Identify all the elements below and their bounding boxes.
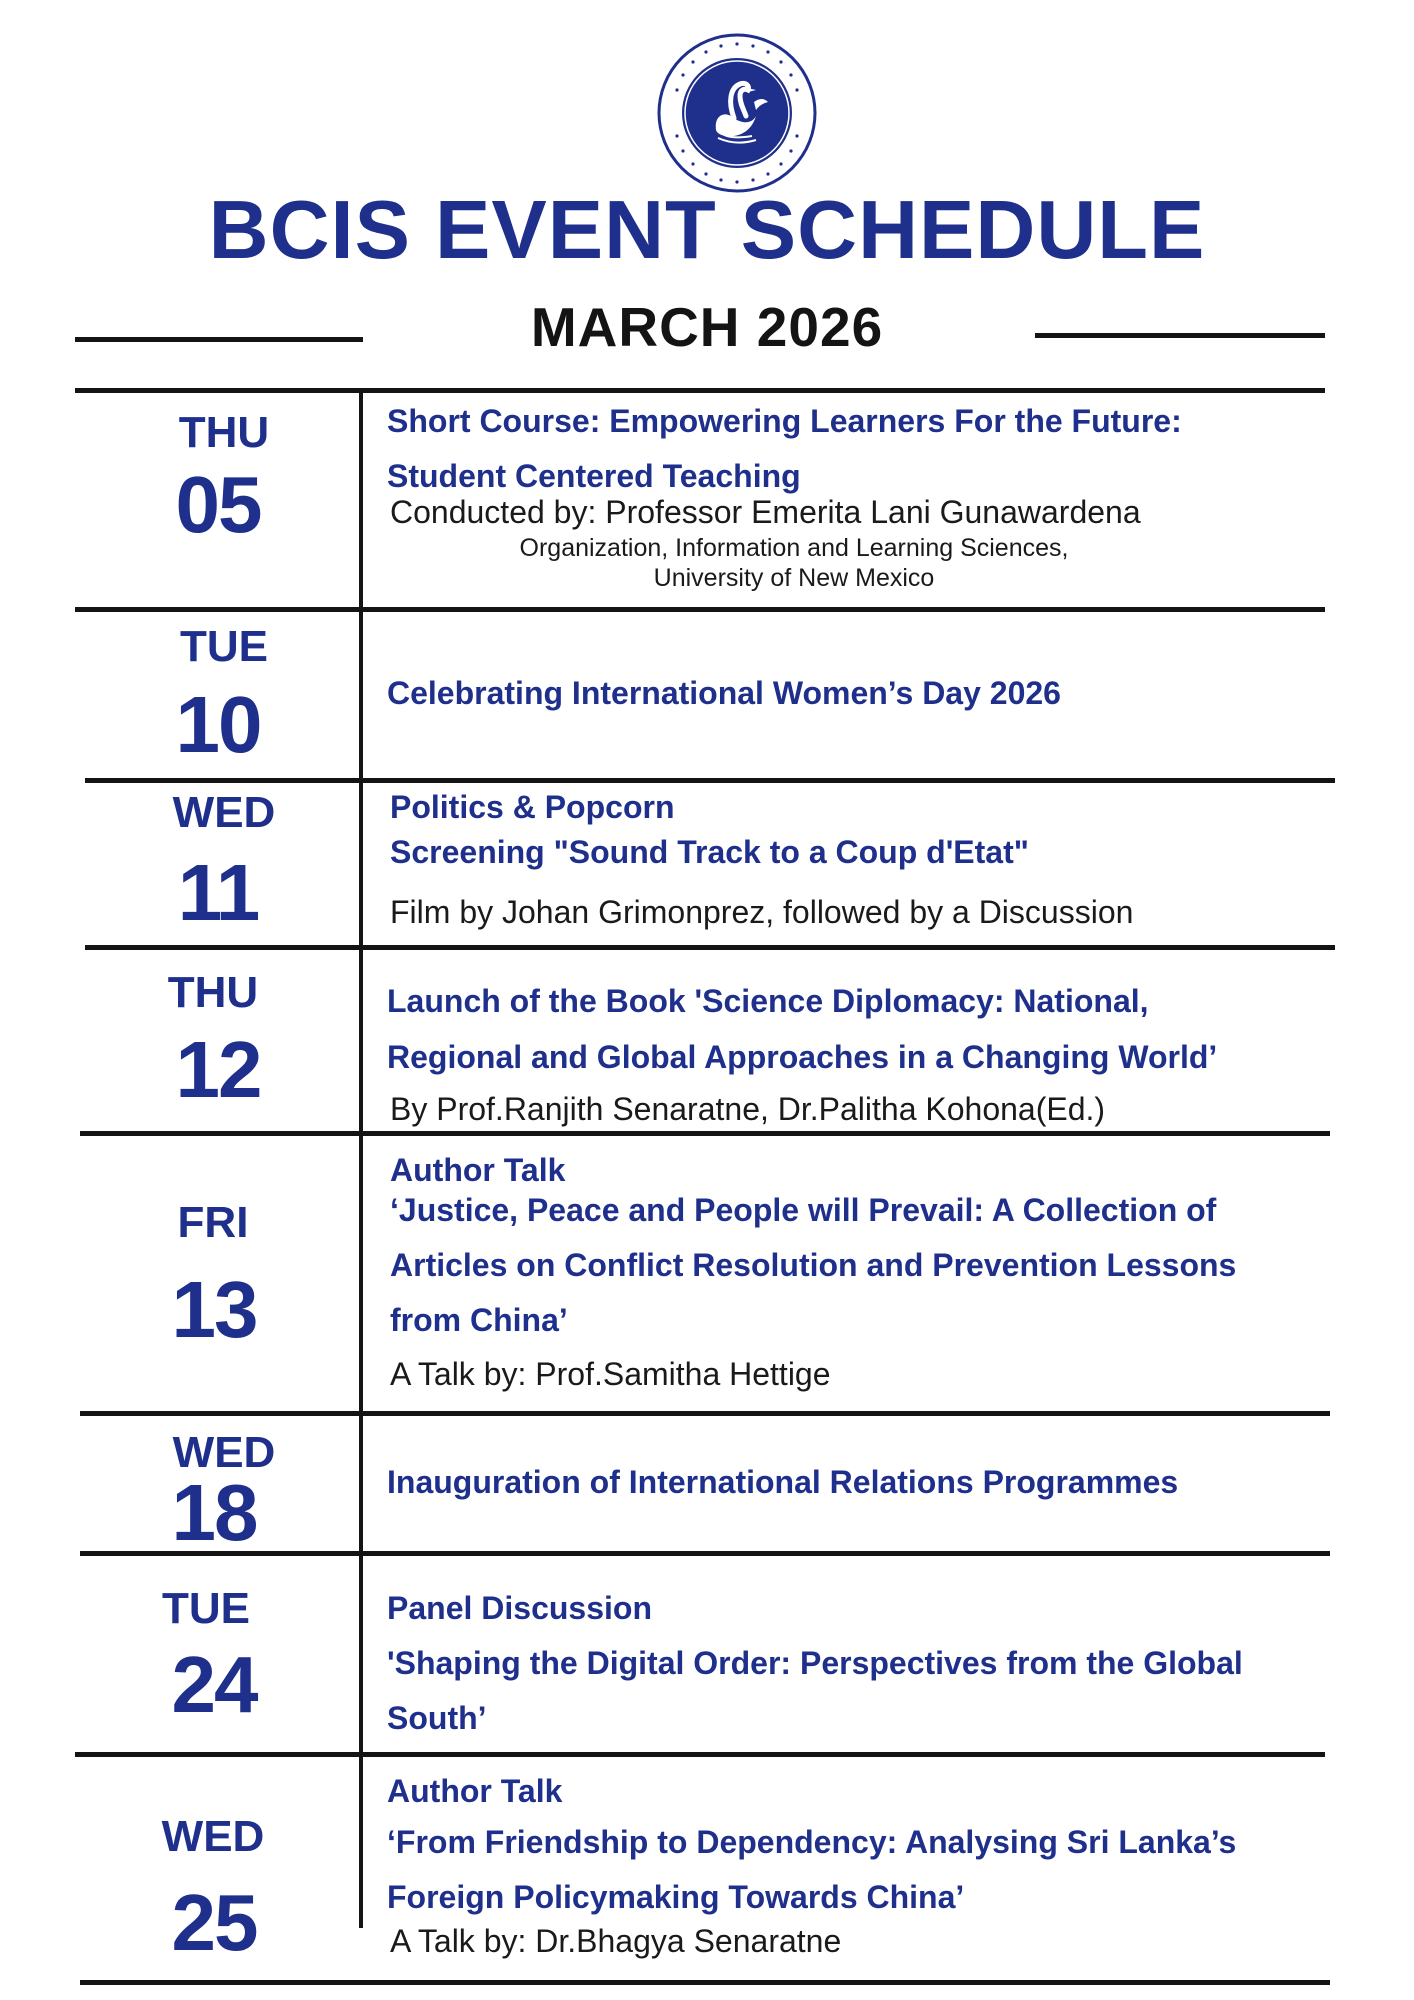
event-day: 24	[171, 1640, 257, 1729]
event-detail: A Talk by: Prof.Samitha Hettige	[390, 1356, 831, 1392]
column-divider	[359, 390, 363, 1928]
event-weekday: THU	[178, 408, 270, 457]
event-detail: A Talk by: Dr.Bhagya Senaratne	[390, 1923, 842, 1959]
row-divider	[75, 1752, 1325, 1757]
event-weekday: FRI	[177, 1198, 249, 1247]
row-divider	[75, 607, 1325, 612]
event-weekday: WED	[161, 1812, 265, 1861]
row-divider	[85, 945, 1335, 950]
header-rule-left	[75, 337, 363, 342]
event-title-line: Foreign Policymaking Towards China’	[387, 1879, 965, 1915]
event-note: University of New Mexico	[653, 564, 935, 592]
event-title-line: Student Centered Teaching	[387, 458, 801, 494]
event-day: 18	[171, 1468, 257, 1557]
event-weekday: THU	[167, 968, 259, 1017]
row-divider	[80, 1131, 1330, 1136]
event-weekday: WED	[172, 1428, 276, 1477]
event-day: 05	[175, 460, 261, 549]
event-weekday: TUE	[180, 622, 268, 671]
event-title-line: Inauguration of International Relations Programmes	[387, 1464, 1179, 1500]
event-title-line: Articles on Conflict Resolution and Prevention Lessons	[390, 1247, 1237, 1283]
event-title-line: Author Talk	[387, 1773, 563, 1809]
event-title-line: from China’	[390, 1302, 568, 1338]
event-weekday: WED	[172, 788, 276, 837]
event-title-line: Author Talk	[390, 1152, 566, 1188]
event-day: 25	[171, 1878, 257, 1967]
event-day: 12	[175, 1025, 261, 1114]
event-day: 13	[171, 1265, 257, 1354]
event-note: Organization, Information and Learning Sciences,	[519, 534, 1069, 562]
event-title-line: Screening "Sound Track to a Coup d'Etat"	[390, 834, 1029, 870]
event-detail: Conducted by: Professor Emerita Lani Gunawardena	[390, 494, 1141, 530]
event-weekday: TUE	[162, 1584, 250, 1633]
event-title-line: Celebrating International Women’s Day 2026	[387, 675, 1061, 711]
event-title-line: ‘Justice, Peace and People will Prevail: A Collection of	[390, 1192, 1217, 1228]
row-divider	[75, 388, 1325, 393]
event-title-line: Regional and Global Approaches in a Changing World’	[387, 1039, 1218, 1075]
row-divider	[80, 1980, 1330, 1985]
event-title-line: Panel Discussion	[387, 1590, 652, 1626]
page-title: BCIS EVENT SCHEDULE	[208, 183, 1206, 276]
event-title-line: Launch of the Book 'Science Diplomacy: National,	[387, 983, 1149, 1019]
event-title-line: South’	[387, 1700, 487, 1736]
event-day: 11	[177, 848, 259, 937]
header-rule-right	[1035, 333, 1325, 338]
month-subtitle: MARCH 2026	[530, 296, 884, 358]
row-divider	[80, 1411, 1330, 1416]
row-divider	[85, 778, 1335, 783]
event-title-line: Short Course: Empowering Learners For the Future:	[387, 403, 1182, 439]
event-detail: By Prof.Ranjith Senaratne, Dr.Palitha Kohona(Ed.)	[390, 1091, 1106, 1127]
university-emblem-logo	[656, 32, 818, 194]
event-title-line: Politics & Popcorn	[390, 789, 675, 825]
event-title-line: 'Shaping the Digital Order: Perspectives from the Global	[387, 1645, 1243, 1681]
event-detail: Film by Johan Grimonprez, followed by a Discussion	[390, 894, 1134, 930]
event-day: 10	[175, 680, 261, 769]
event-title-line: ‘From Friendship to Dependency: Analysing Sri Lanka’s	[387, 1824, 1237, 1860]
